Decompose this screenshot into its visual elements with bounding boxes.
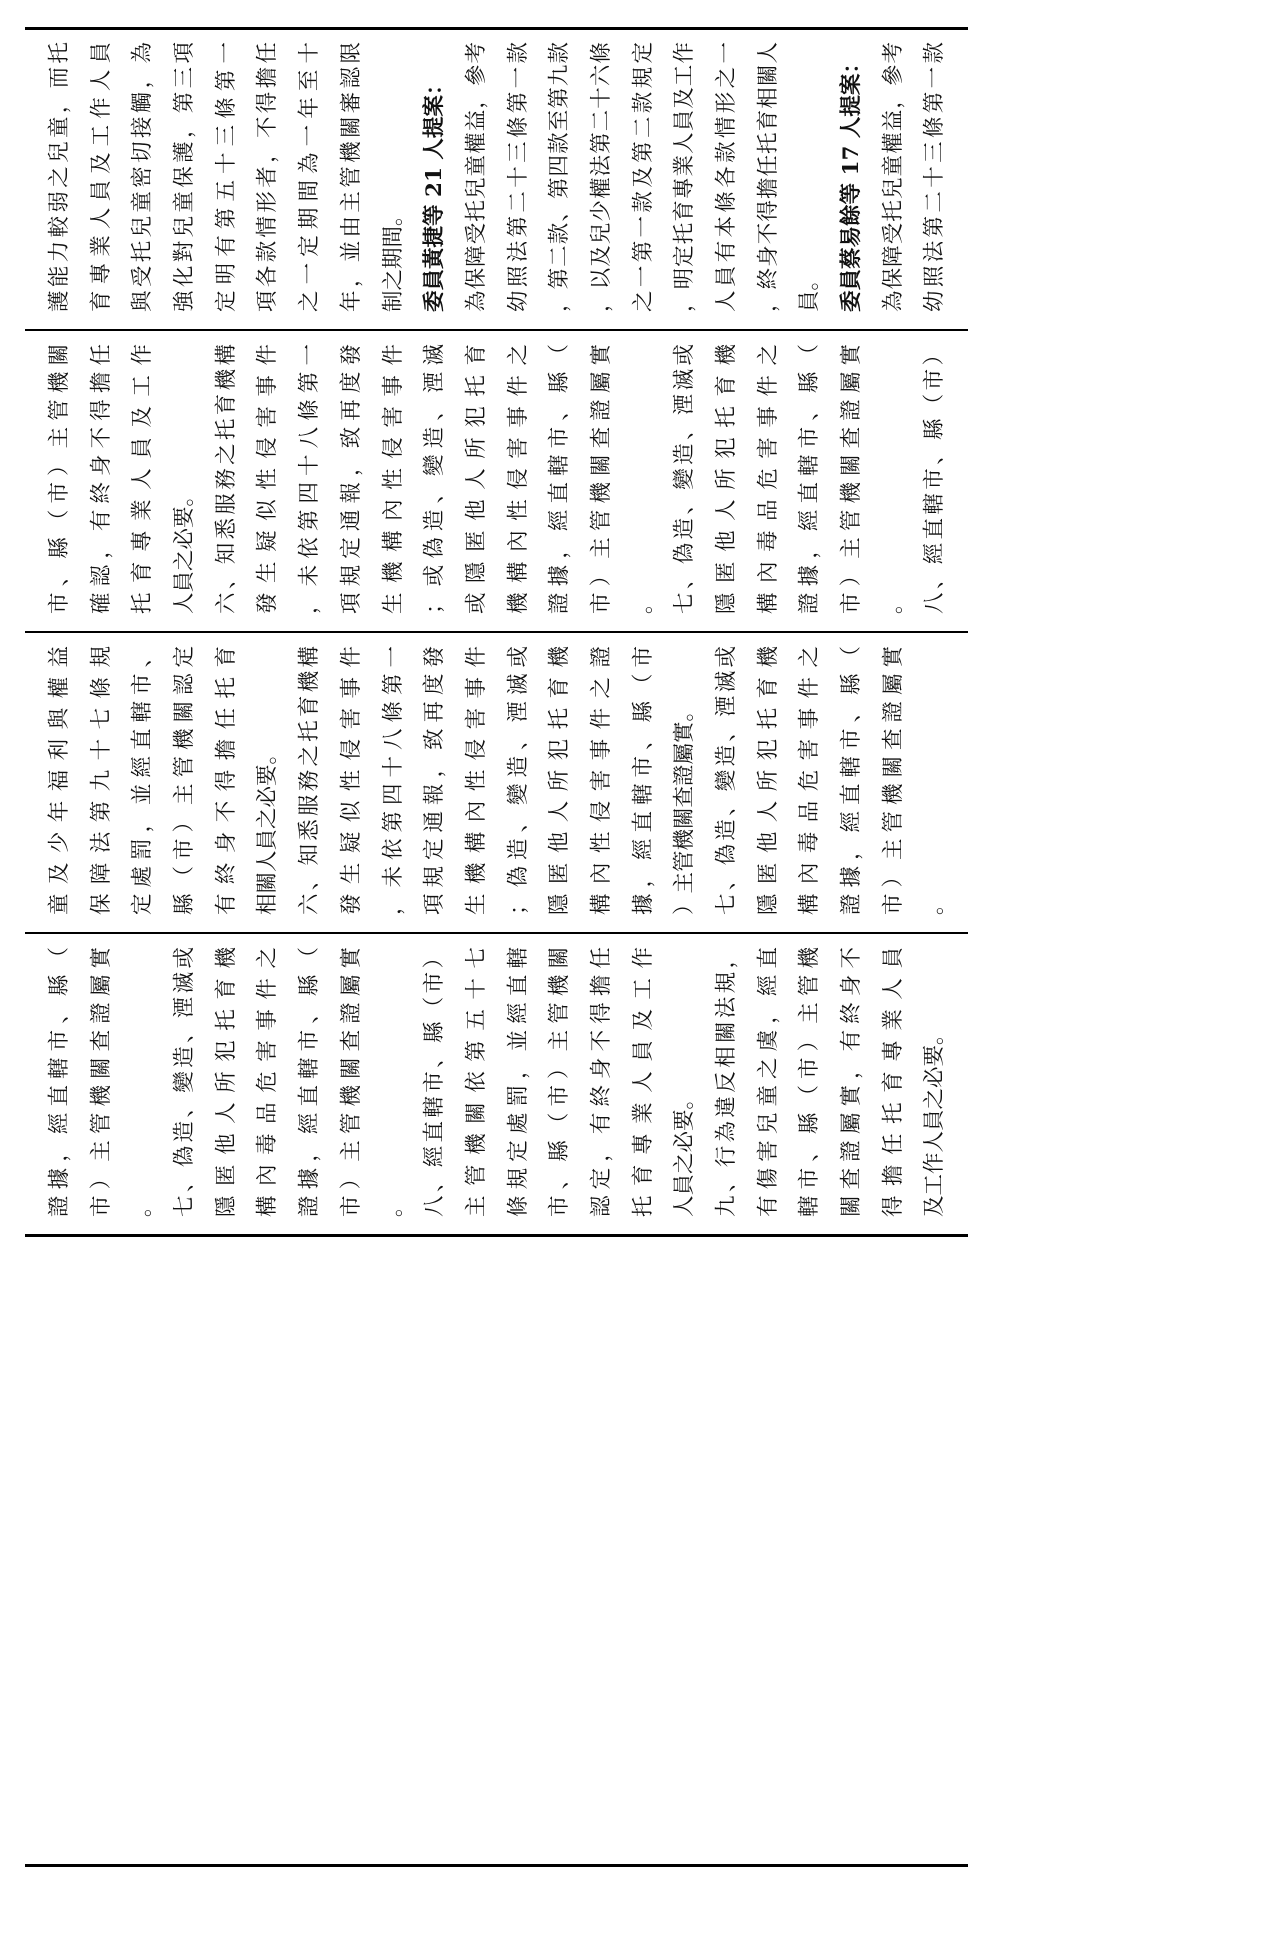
- text-line: 九、行為違反相關法規，: [714, 947, 739, 1217]
- text-line: 或隱匿他人所犯托育: [463, 344, 489, 614]
- table-divider-rule: [25, 631, 968, 633]
- text-line: ，以及兒少權法第二十六條: [588, 42, 614, 312]
- text-line: 托育專業人員及工作: [130, 344, 156, 614]
- text-line: 構內毒品危害事件之: [755, 344, 781, 614]
- text-line: 人員之必要。: [672, 1087, 698, 1217]
- text-line: 生機構內性侵害事件: [380, 344, 406, 614]
- text-line: ，第二款、第四款至第九款: [547, 42, 573, 312]
- text-line: ）主管機關查證屬實。: [672, 699, 698, 915]
- text-line: 市）主管機關查證屬實: [88, 947, 114, 1217]
- text-line: 發生疑似性侵害事件: [255, 344, 281, 614]
- text-line: 構內毒品危害事件之: [255, 947, 281, 1217]
- text-line: 得擔任托育專業人員: [880, 947, 906, 1217]
- table-border-rule: [25, 1864, 968, 1867]
- text-line: 市）主管機關查證屬實: [338, 947, 364, 1217]
- text-line: 隱匿他人所犯托育機: [547, 646, 573, 915]
- text-line: 七、偽造、變造、湮滅或: [672, 344, 698, 614]
- table-divider-rule: [25, 932, 968, 934]
- table-column-3: [25, 330, 968, 632]
- table-divider-rule: [25, 329, 968, 331]
- text-line: 市）主管機關查證屬實: [588, 344, 614, 614]
- text-line: 八、經直轄市、縣（市）: [422, 947, 448, 1217]
- text-line: ，未依第四十八條第一: [380, 646, 406, 915]
- text-line: ；或偽造、變造、湮滅: [422, 344, 448, 614]
- table-column-explanation: [25, 28, 968, 330]
- text-line: 確認，有終身不得擔任: [88, 344, 114, 614]
- text-line: 人員有本條各款情形之一: [714, 42, 739, 312]
- text-line: 有傷害兒童之虞，經直: [755, 947, 781, 1217]
- text-line: 生機構內性侵害事件: [463, 646, 489, 915]
- text-line: 條規定處罰，並經直轄: [505, 947, 531, 1217]
- text-line: 保障法第九十七條規: [88, 646, 114, 915]
- text-line: 構內毒品危害事件之: [797, 646, 823, 915]
- text-line: 隱匿他人所犯托育機: [755, 646, 781, 915]
- text-line: 制之期間。: [380, 204, 406, 312]
- text-line: 縣（市）主管機關認定: [172, 646, 198, 915]
- text-line: 證據，經直轄市、縣（: [839, 646, 865, 915]
- text-line: ；偽造、變造、湮滅或: [505, 646, 531, 915]
- text-line: 。: [630, 592, 656, 614]
- text-line: 市）主管機關查證屬實: [839, 344, 865, 614]
- text-line: 。: [130, 1195, 156, 1217]
- text-line: 轄市、縣（市）主管機: [797, 947, 823, 1217]
- text-line: 據，經直轄市、縣（市: [630, 646, 656, 915]
- text-line: 幼照法第二十三條第一款: [505, 42, 531, 312]
- table-border-rule: [25, 1234, 968, 1237]
- text-line: 之一第一款及第二款規定: [630, 42, 656, 312]
- text-line: 。: [880, 592, 906, 614]
- text-line: 七、偽造、變造、湮滅或: [714, 646, 739, 915]
- table-column-1: [25, 933, 968, 1235]
- text-line: 。: [380, 1195, 406, 1217]
- text-line: 隱匿他人所犯托育機: [213, 947, 239, 1217]
- table-border-rule: [25, 27, 968, 30]
- text-line: 定處罰，並經直轄市、: [130, 646, 156, 915]
- text-line: 及工作人員之必要。: [922, 1023, 948, 1217]
- proposal-heading: 委員黃捷等 21 人提案：: [422, 73, 448, 312]
- text-line: 八、經直轄市、縣（市）: [922, 344, 948, 614]
- text-line: 強化對兒童保護，第三項: [172, 42, 198, 312]
- text-line: 證據，經直轄市、縣（: [797, 344, 823, 614]
- text-line: 主管機關依第五十七: [463, 947, 489, 1217]
- text-line: 認定，有終身不得擔任: [588, 947, 614, 1217]
- text-line: 機構內性侵害事件之: [505, 344, 531, 614]
- text-line: 六、知悉服務之托育機構: [297, 646, 323, 915]
- text-line: 為保障受托兒童權益，參考: [880, 42, 906, 312]
- text-line: 護能力較弱之兒童，而托: [47, 42, 72, 312]
- text-line: 證據，經直轄市、縣（: [47, 947, 72, 1217]
- text-line: 育專業人員及工作人員: [88, 42, 114, 312]
- text-line: 幼照法第二十三條第一款: [922, 42, 948, 312]
- text-line: 發生疑似性侵害事件: [338, 646, 364, 915]
- text-line: 市、縣（市）主管機關: [47, 344, 72, 614]
- text-line: 市）主管機關查證屬實: [880, 646, 906, 915]
- text-line: ，明定托育專業人員及工作: [672, 42, 698, 312]
- text-line: 與受托兒童密切接觸，為: [130, 42, 156, 312]
- text-line: 托育專業人員及工作: [630, 947, 656, 1217]
- text-line: 之一定期間為一年至十: [297, 42, 323, 312]
- text-line: 六、知悉服務之托育機構: [213, 344, 239, 614]
- proposal-heading: 委員蔡易餘等 17 人提案：: [839, 52, 865, 312]
- text-line: 定明有第五十三條第一: [213, 42, 239, 312]
- text-line: 有終身不得擔任托育: [213, 646, 239, 915]
- text-line: 人員之必要。: [172, 484, 198, 614]
- text-line: 項規定通報，致再度發: [338, 344, 364, 614]
- text-line: 關查證屬實，有終身不: [839, 947, 865, 1217]
- text-line: 年，並由主管機關審認限: [338, 42, 364, 312]
- text-line: ，終身不得擔任托育相關人: [755, 42, 781, 312]
- text-line: 員。: [797, 268, 823, 312]
- text-line: 項規定通報，致再度發: [422, 646, 448, 915]
- text-line: 市、縣（市）主管機關: [547, 947, 573, 1217]
- text-line: 。: [922, 893, 948, 915]
- text-line: ，未依第四十八條第一: [297, 344, 323, 614]
- comparison-table: [25, 28, 968, 1865]
- text-line: 隱匿他人所犯托育機: [714, 344, 739, 614]
- text-line: 為保障受托兒童權益，參考: [463, 42, 489, 312]
- text-line: 七、偽造、變造、湮滅或: [172, 947, 198, 1217]
- table-column-2: [25, 632, 968, 933]
- text-line: 相關人員之必要。: [255, 742, 281, 915]
- text-line: 童及少年福利與權益: [47, 646, 72, 915]
- table-column-empty: [25, 1235, 968, 1865]
- text-line: 證據，經直轄市、縣（: [547, 344, 573, 614]
- text-line: 項各款情形者，不得擔任: [255, 42, 281, 312]
- text-line: 證據，經直轄市、縣（: [297, 947, 323, 1217]
- text-line: 構內性侵害事件之證: [588, 646, 614, 915]
